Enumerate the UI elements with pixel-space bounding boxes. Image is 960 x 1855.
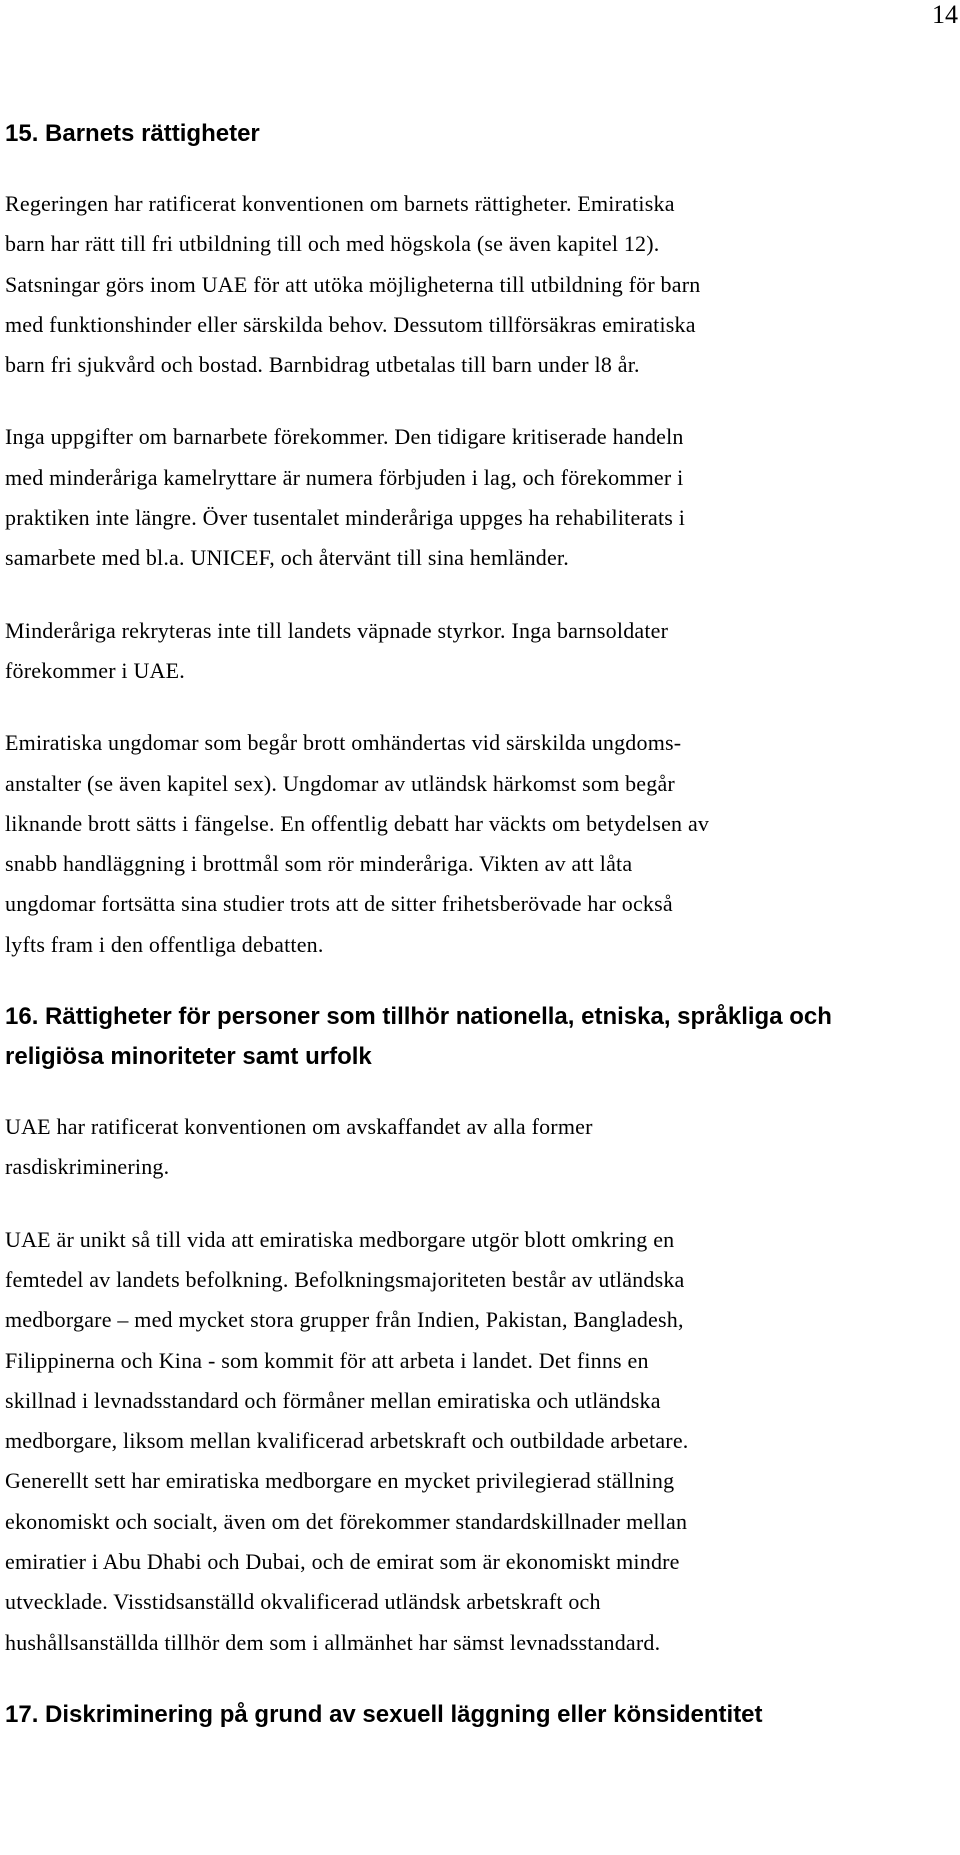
- text-line: Inga uppgifter om barnarbete förekommer. Den tidigare kritiserade handeln: [5, 424, 684, 450]
- text-line: Filippinerna och Kina - som kommit för att arbeta i landet. Det finns en: [5, 1347, 649, 1373]
- document-body: [5, 114, 953, 1735]
- text-line: med funktionshinder eller särskilda behov. Dessutom tillförsäkras emiratiska: [5, 311, 696, 337]
- section-16-paragraph-1: [5, 1107, 953, 1188]
- text-line: praktiken inte längre. Över tusentalet minderåriga uppges ha rehabiliterats i: [5, 505, 686, 531]
- text-line: Satsningar görs inom UAE för att utöka möjligheterna till utbildning för barn: [5, 271, 701, 297]
- page-number: 14: [932, 0, 958, 29]
- text-line: utvecklade. Visstidsanställd okvalificerad utländsk arbetskraft och: [5, 1589, 601, 1615]
- text-line: med minderåriga kamelryttare är numera förbjuden i lag, och förekommer i: [5, 464, 684, 490]
- text-line: Minderåriga rekryteras inte till landets väpnade styrkor. Inga barnsoldater: [5, 617, 669, 643]
- text-line: samarbete med bl.a. UNICEF, och återvänt till sina hemländer.: [5, 545, 569, 571]
- text-line: UAE har ratificerat konventionen om avskaffandet av alla former: [5, 1114, 593, 1140]
- text-line: emiratier i Abu Dhabi och Dubai, och de emirat som är ekonomiskt mindre: [5, 1549, 680, 1575]
- text-line: femtedel av landets befolkning. Befolkningsmajoriteten består av utländska: [5, 1266, 685, 1292]
- text-line: barn fri sjukvård och bostad. Barnbidrag utbetalas till barn under l8 år.: [5, 352, 640, 378]
- section-15-paragraph-2: [5, 417, 953, 578]
- heading-line: religiösa minoriteter samt urfolk: [5, 1043, 372, 1071]
- section-15-paragraph-4: [5, 723, 953, 965]
- section-15-heading: 15. Barnets rättigheter: [5, 120, 260, 147]
- text-line: Regeringen har ratificerat konventionen om barnets rättigheter. Emiratiska: [5, 191, 675, 216]
- text-line: skillnad i levnadsstandard och förmåner mellan emiratiska och utländska: [5, 1387, 661, 1413]
- text-line: barn har rätt till fri utbildning till och med högskola (se även kapitel 12).: [5, 231, 660, 257]
- heading-line: 16. Rättigheter för personer som tillhör nationella, etniska, språkliga och: [5, 1003, 832, 1031]
- text-line: Generellt sett har emiratiska medborgare en mycket privilegierad ställning: [5, 1468, 675, 1494]
- section-16-paragraph-2: [5, 1220, 953, 1663]
- text-line: liknande brott sätts i fängelse. En offentlig debatt har väckts om betydelsen av: [5, 810, 710, 836]
- text-line: Emiratiska ungdomar som begår brott omhändertas vid särskilda ungdoms-: [5, 730, 682, 756]
- text-line: medborgare, liksom mellan kvalificerad arbetskraft och outbildade arbetare.: [5, 1428, 689, 1454]
- text-line: lyfts fram i den offentliga debatten.: [5, 931, 324, 957]
- text-line: anstalter (se även kapitel sex). Ungdomar av utländsk härkomst som begår: [5, 770, 675, 796]
- section-17-heading: 17. Diskriminering på grund av sexuell läggning eller könsidentitet: [5, 1700, 763, 1728]
- text-line: medborgare – med mycket stora grupper från Indien, Pakistan, Bangladesh,: [5, 1307, 684, 1333]
- text-line: ekonomiskt och socialt, även om det förekommer standardskillnader mellan: [5, 1508, 688, 1534]
- text-line: förekommer i UAE.: [5, 657, 185, 683]
- text-line: hushållsanställda tillhör dem som i allmänhet har sämst levnadsstandard.: [5, 1629, 661, 1655]
- section-16-heading: [5, 997, 953, 1077]
- section-15-paragraph-3: [5, 611, 953, 692]
- text-line: ungdomar fortsätta sina studier trots att de sitter frihetsberövade har också: [5, 891, 673, 917]
- text-line: snabb handläggning i brottmål som rör minderåriga. Vikten av att låta: [5, 851, 633, 877]
- text-line: UAE är unikt så till vida att emiratiska medborgare utgör blott omkring en: [5, 1226, 675, 1252]
- text-line: rasdiskriminering.: [5, 1154, 170, 1180]
- section-15-paragraph-1: [5, 184, 953, 385]
